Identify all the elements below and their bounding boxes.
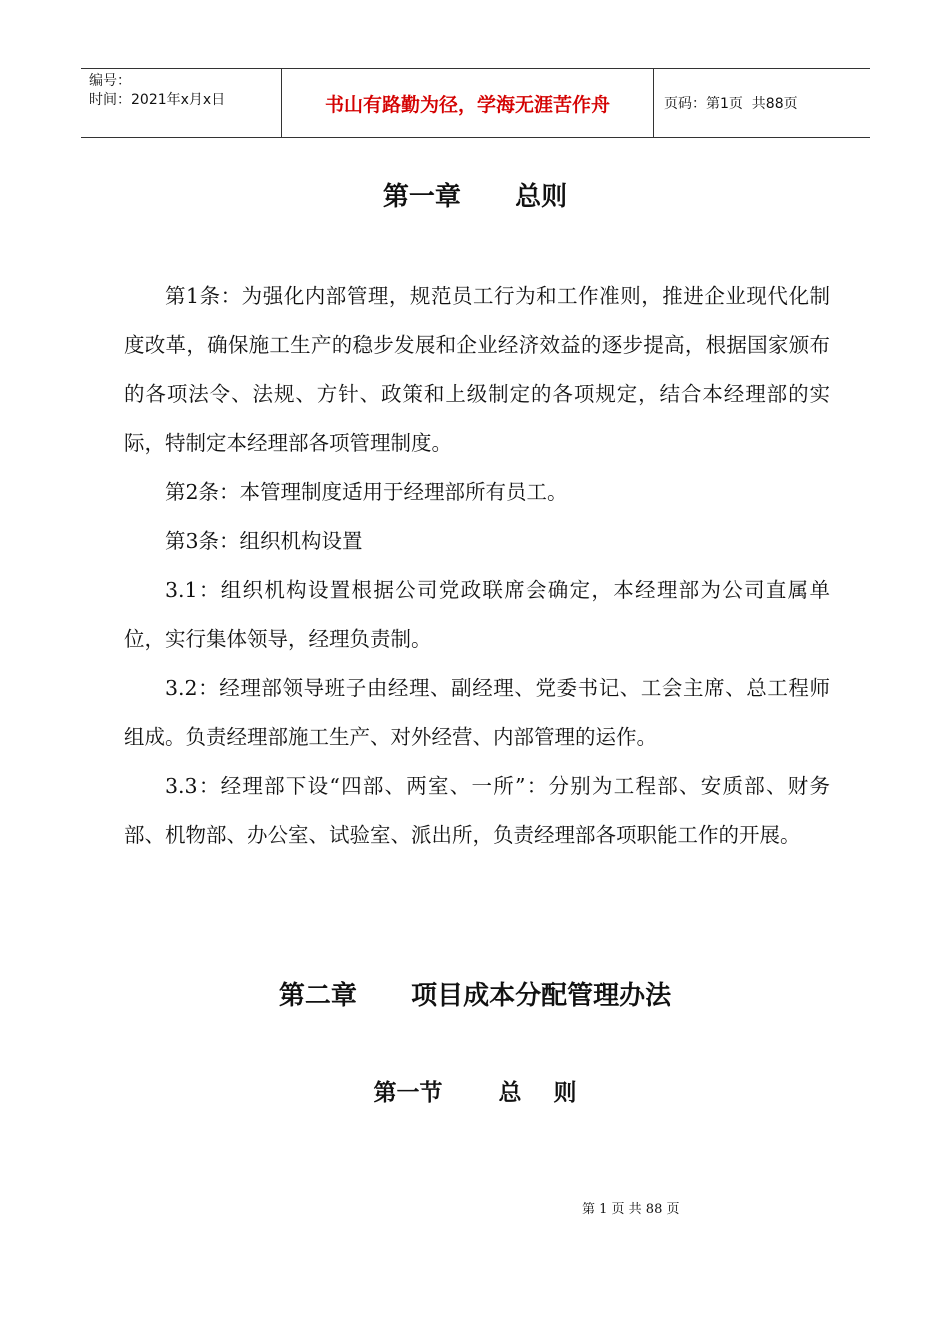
section-1-title: 第一节 总 则: [373, 1080, 577, 1106]
clause-3-3-paragraph: 3.3：经理部下设“四部、两室、一所”：分别为工程部、安质部、财务部、机物部、办公室、试验室、派出所，负责经理部各项职能工作的开展。: [124, 774, 830, 847]
header-meta: [81, 69, 281, 137]
clause-3-1-paragraph: 3.1：组织机构设置根据公司党政联席会确定，本经理部为公司直属单位，实行集体领导，经理负责制。: [124, 578, 830, 651]
chapter-2-title: 第二章 项目成本分配管理办法: [278, 981, 672, 1011]
document-number-label: 编号：: [89, 73, 131, 89]
chapter-1-title: 第一章 总则: [382, 182, 568, 212]
article-2-paragraph: 第2条：本管理制度适用于经理部所有员工。: [165, 480, 568, 504]
header-page-info: [654, 69, 870, 137]
document-body: [124, 272, 830, 860]
clause-3-2-paragraph: 3.2：经理部领导班子由经理、副经理、党委书记、工会主席、总工程师组成。负责经理部施工生产、对外经营、内部管理的运作。: [124, 676, 830, 749]
article-1-paragraph: 第1条：为强化内部管理，规范员工行为和工作准则，推进企业现代化制度改革，确保施工生产的稳步发展和企业经济效益的逐步提高，根据国家颁布的各项法令、法规、方针、政策和上级制定的各项规定，结合本经理部的实际，特制定本经理部各项管理制度。: [124, 284, 830, 455]
header-page-label: 页码：第1页 共88页: [664, 96, 798, 112]
page-footer: 第 1 页 共 88 页: [582, 1202, 680, 1217]
document-header: [81, 68, 870, 138]
article-3-paragraph: 第3条：组织机构设置: [165, 529, 363, 553]
header-motto: 书山有路勤为径，学海无涯苦作舟: [281, 69, 654, 137]
document-time-label: 时间：2021年x月x日: [89, 92, 226, 108]
